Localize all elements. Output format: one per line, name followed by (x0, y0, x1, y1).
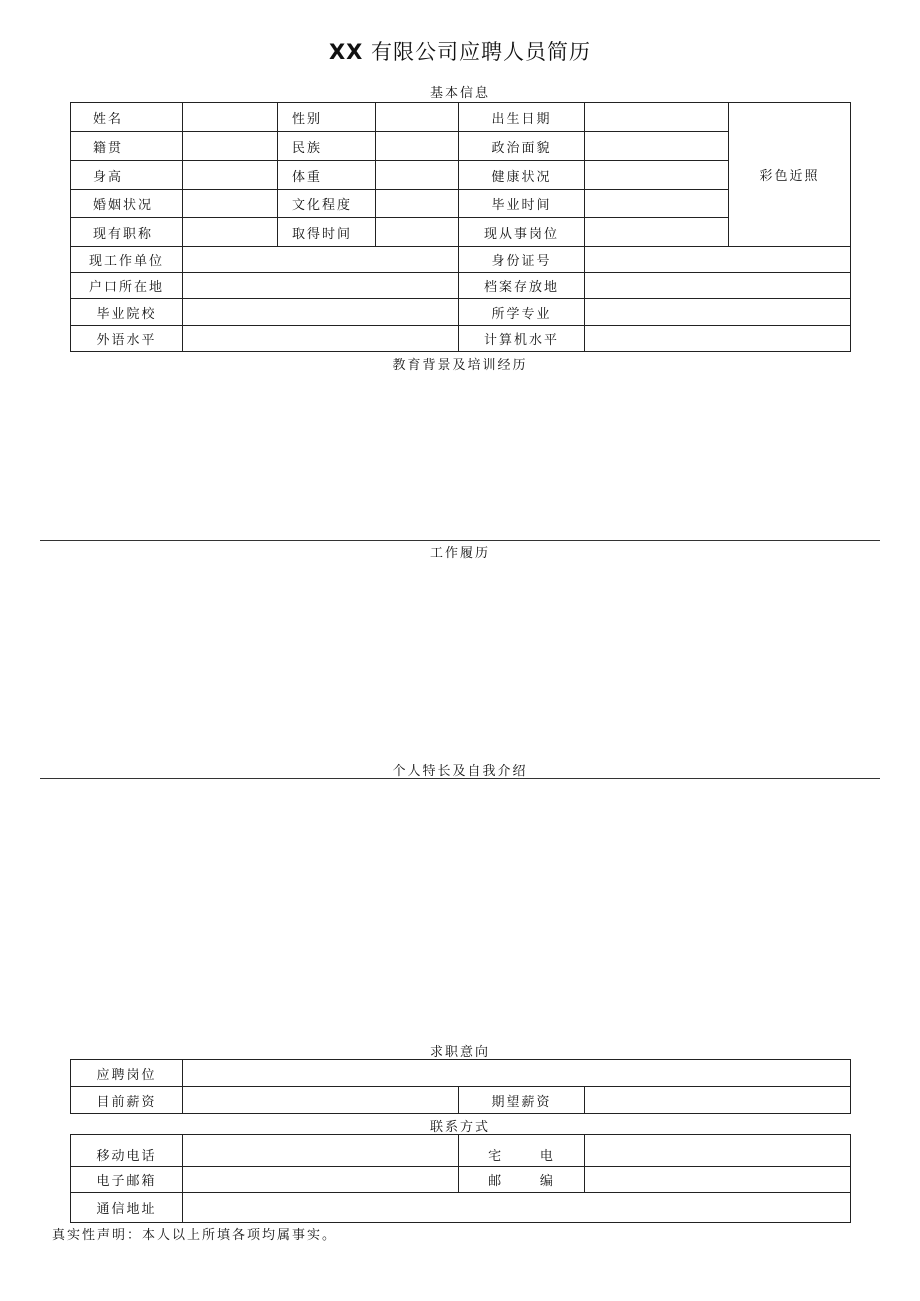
label-mobile: 移动电话 (71, 1135, 183, 1167)
label-archive-location: 档案存放地 (459, 273, 585, 299)
current-salary-field[interactable] (183, 1087, 459, 1114)
school-field[interactable] (183, 299, 459, 326)
divider (40, 540, 880, 541)
label-native-place: 籍贯 (71, 132, 183, 161)
label-email: 电子邮箱 (71, 1167, 183, 1193)
mobile-field[interactable] (183, 1135, 459, 1167)
political-status-field[interactable] (585, 132, 729, 161)
email-field[interactable] (183, 1167, 459, 1193)
computer-level-field[interactable] (585, 326, 851, 352)
applied-position-field[interactable] (183, 1060, 851, 1087)
job-intent-table (70, 1059, 851, 1114)
label-hukou: 户口所在地 (71, 273, 183, 299)
page-title (0, 36, 920, 66)
height-field[interactable] (183, 161, 278, 190)
basic-info-heading: 基本信息 (429, 86, 490, 101)
language-level-field[interactable] (183, 326, 459, 352)
label-gender: 性别 (278, 103, 376, 132)
expected-salary-field[interactable] (585, 1087, 851, 1114)
label-name: 姓名 (71, 103, 183, 132)
ethnicity-field[interactable] (376, 132, 459, 161)
label-zip-code: 邮 编 (459, 1167, 585, 1193)
employer-field[interactable] (183, 247, 459, 273)
birth-date-field[interactable] (585, 103, 729, 132)
label-home-phone: 宅 电 (459, 1135, 585, 1167)
obtained-time-field[interactable] (376, 218, 459, 247)
label-language-level: 外语水平 (71, 326, 183, 352)
label-education-level: 文化程度 (278, 190, 376, 218)
label-id-number: 身份证号 (459, 247, 585, 273)
current-position-field[interactable] (585, 218, 729, 247)
self-intro-heading: 个人特长及自我介绍 (392, 764, 528, 779)
gender-field[interactable] (376, 103, 459, 132)
job-intent-heading: 求职意向 (429, 1045, 490, 1060)
label-obtained-time: 取得时间 (278, 218, 376, 247)
hukou-field[interactable] (183, 273, 459, 299)
title-text: 有限公司应聘人员简历 (371, 40, 592, 64)
graduation-time-field[interactable] (585, 190, 729, 218)
label-current-position: 现从事岗位 (459, 218, 585, 247)
work-history-heading: 工作履历 (429, 546, 490, 561)
divider (40, 778, 880, 779)
contact-table (70, 1134, 851, 1223)
native-place-field[interactable] (183, 132, 278, 161)
zip-code-field[interactable] (585, 1167, 851, 1193)
label-major: 所学专业 (459, 299, 585, 326)
major-field[interactable] (585, 299, 851, 326)
current-title-field[interactable] (183, 218, 278, 247)
label-applied-position: 应聘岗位 (71, 1060, 183, 1087)
education-level-field[interactable] (376, 190, 459, 218)
home-phone-field[interactable] (585, 1135, 851, 1167)
label-height: 身高 (71, 161, 183, 190)
contact-heading: 联系方式 (429, 1120, 490, 1135)
archive-location-field[interactable] (585, 273, 851, 299)
label-current-salary: 目前薪资 (71, 1087, 183, 1114)
self-intro-area[interactable] (70, 782, 850, 1036)
health-field[interactable] (585, 161, 729, 190)
declaration-text: 真实性声明：本人以上所填各项均属事实。 (52, 1228, 338, 1243)
label-expected-salary: 期望薪资 (459, 1087, 585, 1114)
education-area[interactable] (70, 372, 850, 538)
id-number-field[interactable] (585, 247, 851, 273)
weight-field[interactable] (376, 161, 459, 190)
label-ethnicity: 民族 (278, 132, 376, 161)
label-employer: 现工作单位 (71, 247, 183, 273)
label-current-title: 现有职称 (71, 218, 183, 247)
work-history-area[interactable] (70, 562, 850, 758)
label-address: 通信地址 (71, 1193, 183, 1223)
name-field[interactable] (183, 103, 278, 132)
label-marital-status: 婚姻状况 (71, 190, 183, 218)
education-heading: 教育背景及培训经历 (392, 358, 528, 373)
photo-box[interactable]: 彩色近照 (729, 103, 851, 247)
title-prefix: XX (328, 40, 364, 64)
address-field[interactable] (183, 1193, 851, 1223)
label-weight: 体重 (278, 161, 376, 190)
label-political-status: 政治面貌 (459, 132, 585, 161)
label-birth-date: 出生日期 (459, 103, 585, 132)
label-graduation-time: 毕业时间 (459, 190, 585, 218)
label-school: 毕业院校 (71, 299, 183, 326)
marital-status-field[interactable] (183, 190, 278, 218)
label-computer-level: 计算机水平 (459, 326, 585, 352)
label-health: 健康状况 (459, 161, 585, 190)
basic-info-table (70, 102, 851, 352)
